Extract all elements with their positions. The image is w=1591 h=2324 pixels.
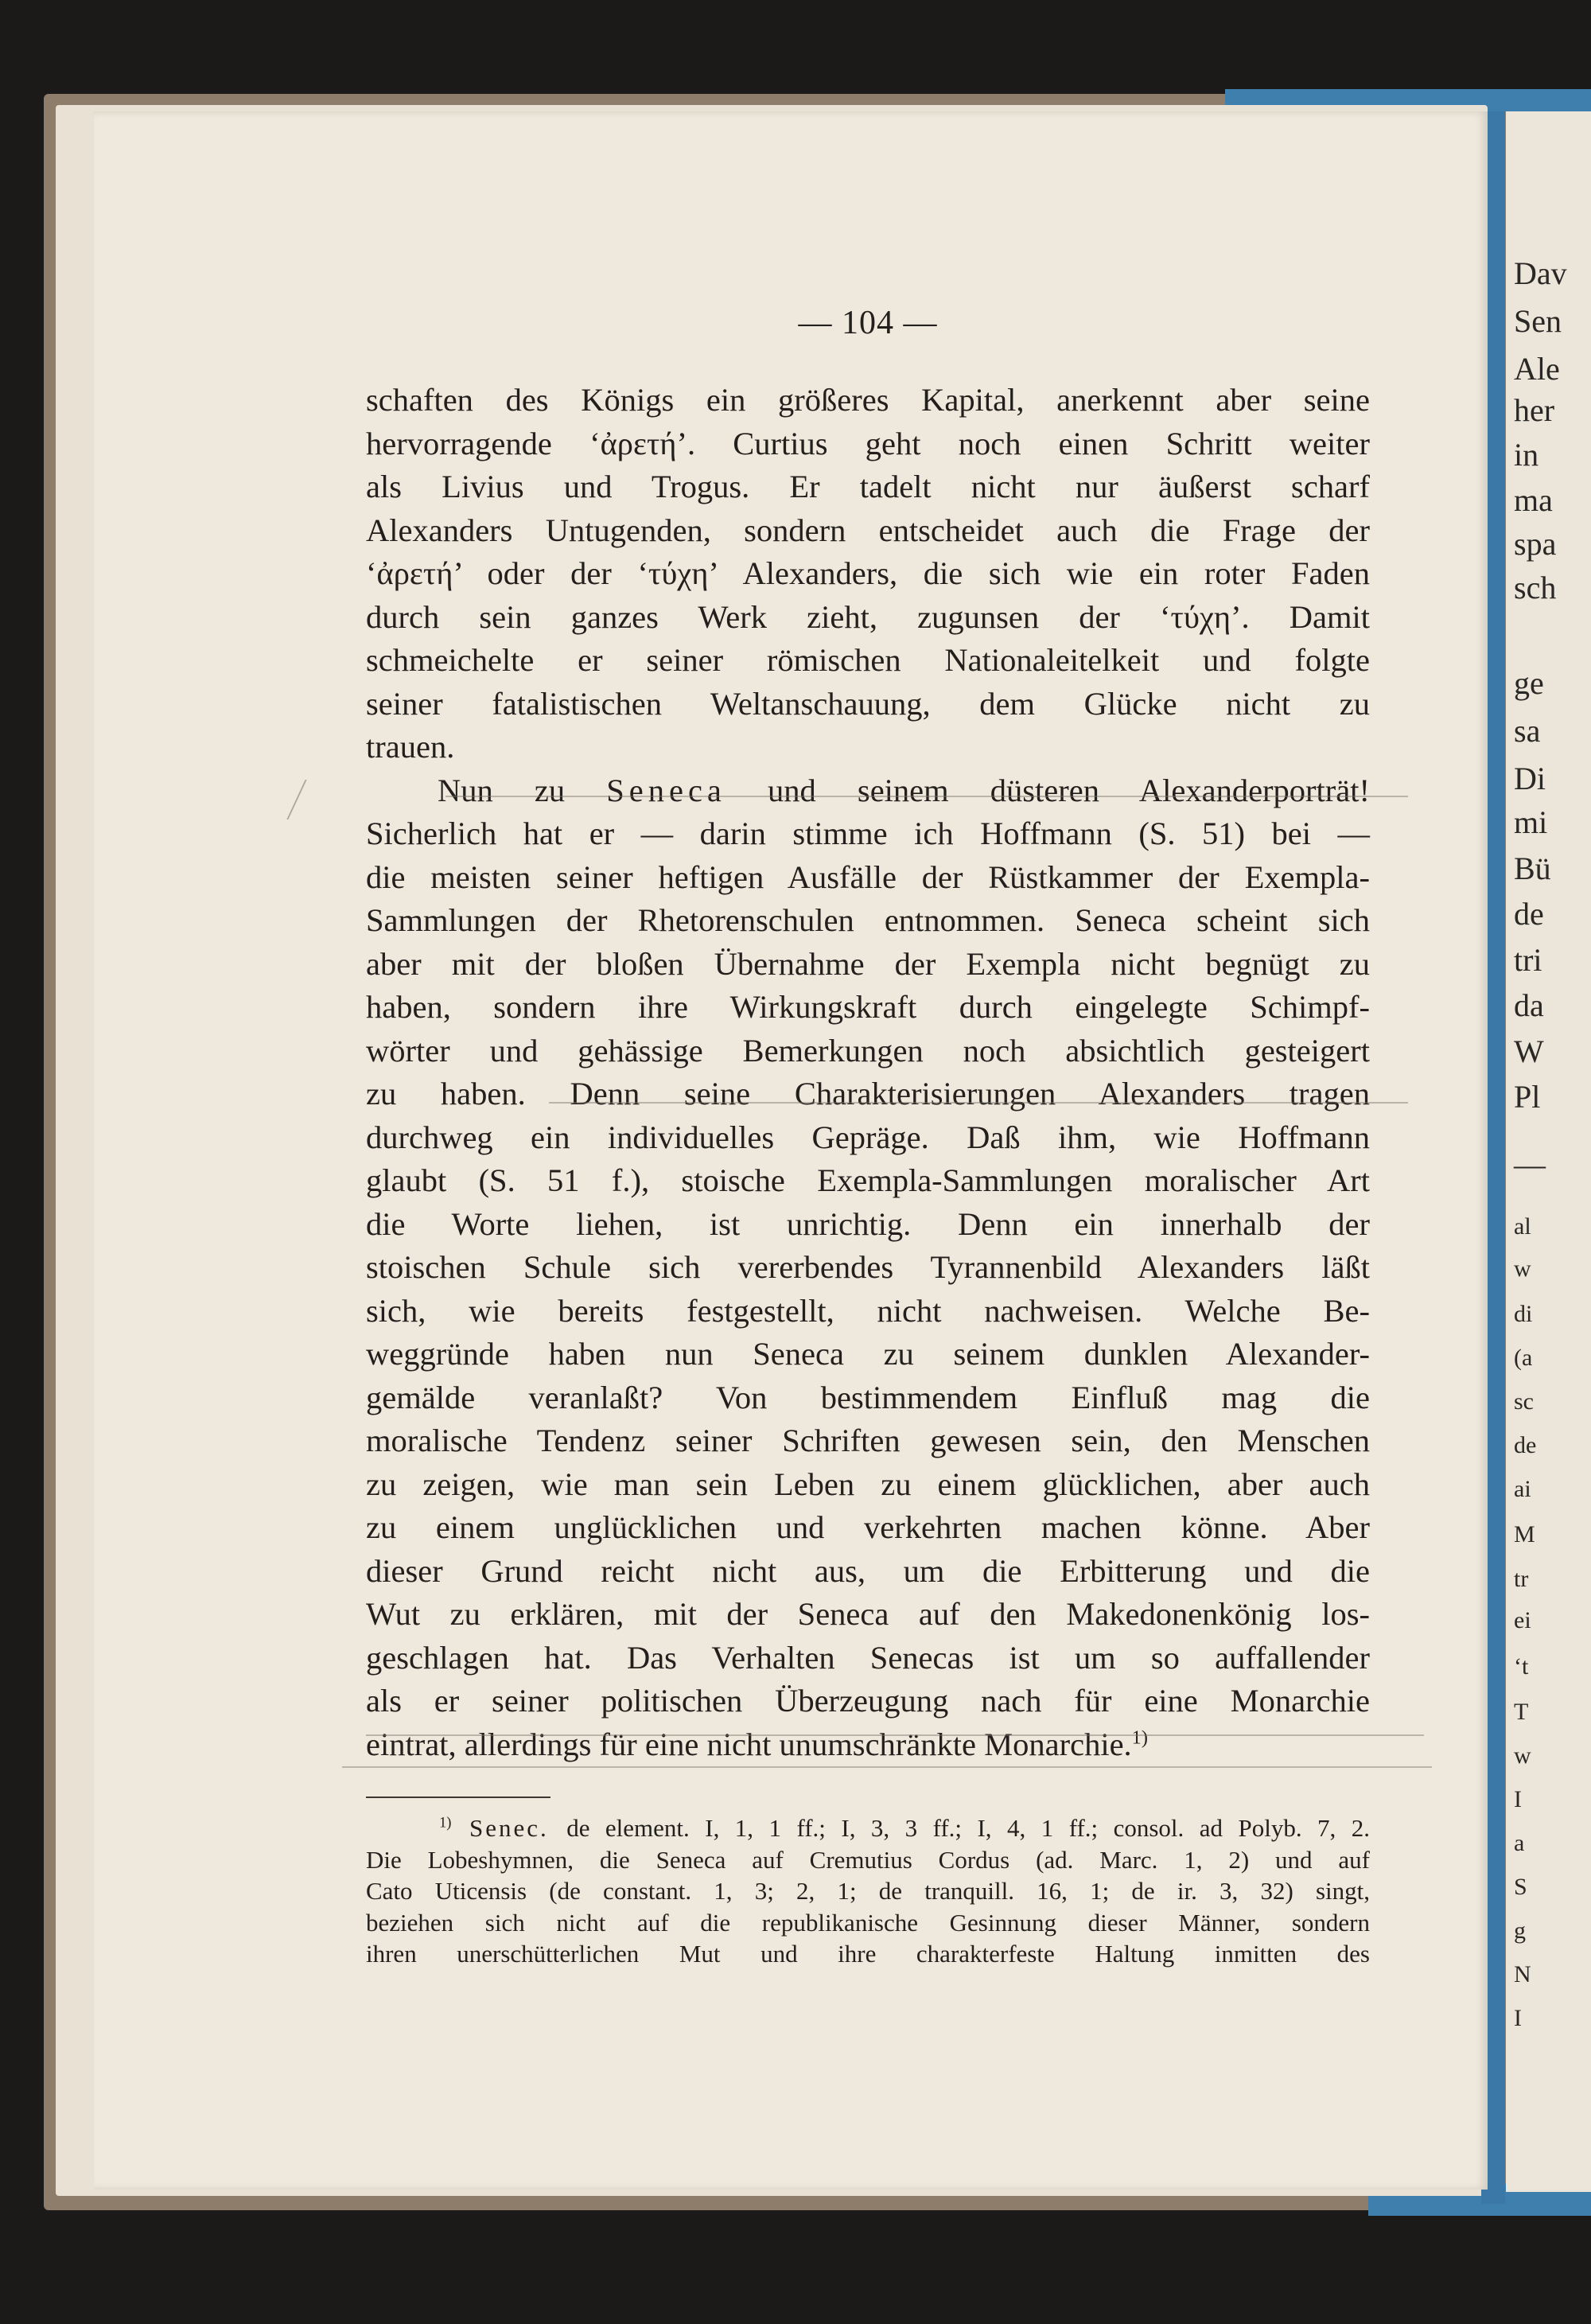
- adjacent-page-fragment: a: [1514, 1830, 1525, 1856]
- adjacent-page-fragment: Dav: [1514, 255, 1567, 291]
- page-content: [366, 304, 1370, 1970]
- adjacent-page-fragment: Di: [1514, 761, 1546, 796]
- text-line: eintrat, allerdings für eine nicht unumschränkte Monarchie.$^{1)}$: [366, 1726, 1148, 1762]
- footnote-first-rest: de element. I, 1, 1 ff.; I, 3, 3 ff.; I, 4, 1 ff.; consol. ad Polyb. 7, 2.: [566, 1814, 1370, 1842]
- adjacent-page-fragment: spa: [1514, 526, 1557, 562]
- text-line: aber mit der bloßen Übernahme der Exempla nicht begnügt zu: [366, 945, 1370, 982]
- text-line: schmeichelte er seiner römischen Nationaleitelkeit und folgte: [366, 642, 1370, 678]
- text-line: moralische Tendenz seiner Schriften gewesen sein, den Menschen: [366, 1423, 1370, 1458]
- footnote-reference: 1): [1131, 1726, 1148, 1748]
- adjacent-page-fragment: tr: [1514, 1566, 1529, 1592]
- text-line: zu einem unglücklichen und verkehrten machen könne. Aber: [366, 1509, 1370, 1545]
- footnote-rule: [366, 1797, 550, 1798]
- footnote-line: Die Lobeshymnen, die Seneca auf Cremutius Cordus (ad. Marc. 1, 2) und auf: [366, 1845, 1370, 1874]
- footnote-text: [366, 1812, 1370, 1970]
- text-line: schaften des Königs ein größeres Kapital, anerkennt aber seine: [366, 382, 1370, 418]
- adjacent-page-fragment: Ale: [1514, 351, 1560, 387]
- footnote-line: Cato Uticensis (de constant. 1, 3; 2, 1; de tranquill. 16, 1; de ir. 3, 32) singt,: [366, 1877, 1370, 1905]
- spaced-name-seneca: Seneca: [606, 772, 726, 808]
- adjacent-page-fragment: T: [1514, 1699, 1529, 1725]
- footnote-lead: Senec.: [451, 1814, 567, 1842]
- pencil-underline: [445, 796, 1408, 797]
- adjacent-page-fragment: ei: [1514, 1607, 1531, 1633]
- adjacent-page-fragment: ai: [1514, 1476, 1531, 1502]
- adjacent-page-fragment: I: [1514, 1786, 1522, 1812]
- text-line: seiner fatalistischen Weltanschauung, dem Glücke nicht zu: [366, 685, 1370, 722]
- page-number: — 104 —: [798, 305, 938, 341]
- body-text: [366, 379, 1370, 1766]
- text-line: als er seiner politischen Überzeugung nach für eine Monarchie: [366, 1683, 1370, 1719]
- adjacent-page-fragment: tri: [1514, 942, 1542, 978]
- footnote-line: ihren unerschütterlichen Mut und ihre charakterfeste Haltung inmitten des: [366, 1940, 1370, 1968]
- text-line: Wut zu erklären, mit der Seneca auf den Makedonenkönig los-: [366, 1596, 1370, 1632]
- paragraph-2: [366, 769, 1370, 1767]
- adjacent-page-fragment: da: [1514, 987, 1544, 1023]
- footnote-line: beziehen sich nicht auf die republikanische Gesinnung dieser Männer, sondern: [366, 1908, 1370, 1937]
- text-line: glaubt (S. 51 f.), stoische Exempla-Sammlungen moralischer Art: [366, 1162, 1370, 1198]
- text-run: und seinem düsteren Alexanderporträt!: [725, 772, 1370, 808]
- text-line: wörter und gehässige Bemerkungen noch absichtlich gesteigert: [366, 1032, 1370, 1069]
- adjacent-page-fragment: ma: [1514, 482, 1553, 518]
- adjacent-page-fragment: w: [1514, 1255, 1531, 1282]
- text-line: hervorragende ‘ἀρετή’. Curtius geht noch einen Schritt weiter: [366, 425, 1370, 461]
- adjacent-page-fragment: N: [1514, 1961, 1531, 1987]
- adjacent-page-fragment: M: [1514, 1521, 1535, 1547]
- text-line: die meisten seiner heftigen Ausfälle der Rüstkammer der Exempla-: [366, 858, 1370, 895]
- adjacent-page-fragment: sch: [1514, 570, 1557, 605]
- text-line: die Worte liehen, ist unrichtig. Denn ein innerhalb der: [366, 1205, 1370, 1242]
- text-line: geschlagen hat. Das Verhalten Senecas ist um so auffallender: [366, 1639, 1370, 1676]
- text-line: [366, 769, 1370, 813]
- adjacent-page-fragment: ge: [1514, 665, 1544, 701]
- adjacent-page-fragment: her: [1514, 392, 1555, 428]
- adjacent-page-fragment: de: [1514, 896, 1544, 932]
- adjacent-page-fragment: sa: [1514, 713, 1541, 749]
- adjacent-page-fragment: W: [1514, 1034, 1544, 1069]
- adjacent-page-fragment: al: [1514, 1213, 1531, 1240]
- text-line: gemälde veranlaßt? Von bestimmendem Einfluß mag die: [366, 1379, 1370, 1415]
- text-line: als Livius und Trogus. Er tadelt nicht nur äußerst scharf: [366, 469, 1370, 504]
- adjacent-page-fragment: —: [1514, 1146, 1546, 1182]
- adjacent-page-fragment: ‘t: [1514, 1653, 1529, 1680]
- text-line: zu zeigen, wie man sein Leben zu einem glücklichen, aber auch: [366, 1466, 1370, 1502]
- adjacent-page-fragment: I: [1514, 2005, 1522, 2031]
- text-line: stoischen Schule sich vererbendes Tyrannenbild Alexanders läßt: [366, 1249, 1370, 1285]
- adjacent-page-fragment: (a: [1514, 1345, 1533, 1371]
- adjacent-page-fragment: di: [1514, 1301, 1533, 1327]
- text-line: Sammlungen der Rhetorenschulen entnommen. Seneca scheint sich: [366, 902, 1370, 938]
- text-line: zu haben. Denn seine Charakterisierungen Alexanders tragen: [366, 1076, 1370, 1111]
- adjacent-page-fragment: w: [1514, 1742, 1531, 1769]
- text-line: weggründe haben nun Seneca zu seinem dunklen Alexander-: [366, 1336, 1370, 1372]
- adjacent-page-fragment: g: [1514, 1917, 1526, 1944]
- adjacent-page-fragment: sc: [1514, 1388, 1534, 1415]
- adjacent-page-fragment: mi: [1514, 804, 1548, 840]
- adjacent-page-fragment: S: [1514, 1874, 1527, 1900]
- adjacent-page-fragment: Bü: [1514, 851, 1551, 886]
- text-line: haben, sondern ihre Wirkungskraft durch eingelegte Schimpf-: [366, 989, 1370, 1025]
- text-line: durchweg ein individuelles Gepräge. Daß ihm, wie Hoffmann: [366, 1119, 1370, 1155]
- adjacent-page-fragment: de: [1514, 1432, 1537, 1458]
- adjacent-page-fragment: Pl: [1514, 1079, 1541, 1115]
- text-line: dieser Grund reicht nicht aus, um die Erbitterung und die: [366, 1552, 1370, 1589]
- adjacent-page-fragment: Sen: [1514, 303, 1562, 339]
- text-line: sich, wie bereits festgestellt, nicht nachweisen. Welche Be-: [366, 1292, 1370, 1329]
- paragraph-1: [366, 379, 1370, 769]
- pencil-underline: [549, 1102, 1408, 1104]
- footnote-marker: 1): [439, 1814, 452, 1832]
- pencil-underline: [342, 1766, 1432, 1768]
- text-line: ‘ἀρετή’ oder der ‘τύχη’ Alexanders, die sich wie ein roter Faden: [366, 555, 1370, 591]
- text-line: Sicherlich hat er — darin stimme ich Hoffmann (S. 51) bei —: [366, 816, 1370, 851]
- footnote: [366, 1812, 1370, 1970]
- footnote-line: [366, 1812, 1370, 1844]
- adjacent-page-fragment: in: [1514, 437, 1539, 473]
- text-line: trauen.: [366, 729, 455, 765]
- pencil-underline: [366, 1734, 1424, 1736]
- text-run: Nun zu: [438, 772, 607, 808]
- text-line: Alexanders Untugenden, sondern entscheidet auch die Frage der: [366, 512, 1370, 548]
- adjacent-page: [1506, 111, 1591, 2192]
- text-line: durch sein ganzes Werk zieht, zugunsen der ‘τύχη’. Damit: [366, 598, 1370, 635]
